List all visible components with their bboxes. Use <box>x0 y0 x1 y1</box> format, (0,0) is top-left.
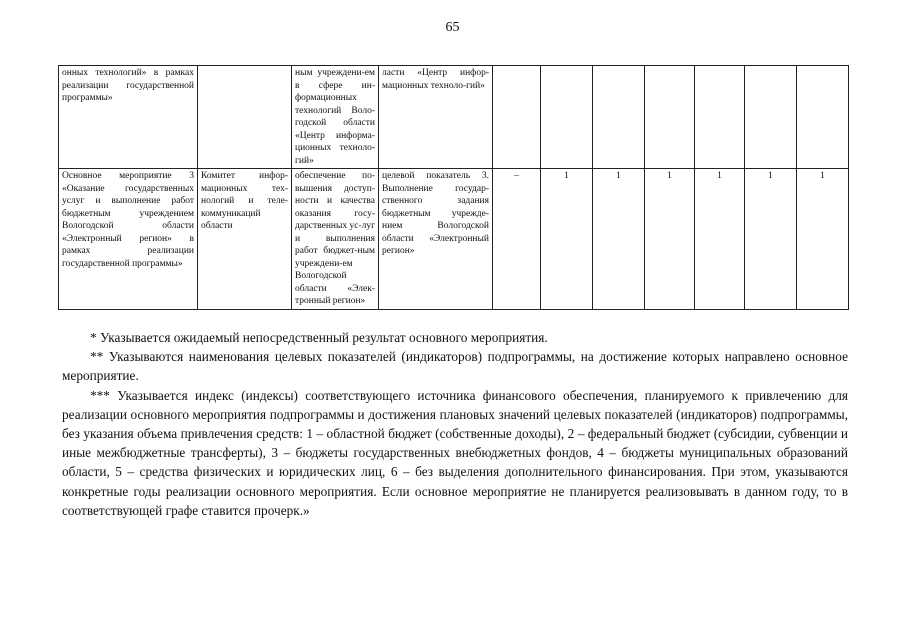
target-indicator-cell: целевой показатель 3. Выполнение государ-ственного задания бюджетным учрежде-нием Вологодской области «Электронный регион» <box>379 169 493 310</box>
footnotes <box>62 328 848 520</box>
value-cell: 1 <box>797 169 849 310</box>
value-cell: 1 <box>695 169 745 310</box>
value-cell: 1 <box>745 169 797 310</box>
value-cell: – <box>493 169 541 310</box>
footnote-1: * Указывается ожидаемый непосредственный результат основного мероприятия. <box>90 330 548 345</box>
value-cell: 1 <box>593 169 645 310</box>
value-cell <box>797 66 849 169</box>
value-cell <box>645 66 695 169</box>
expected-result-cell: ным учреждени-ем в сфере ин-формационных технологий Воло-годской области «Центр информа-ционных техноло-гий» <box>292 66 379 169</box>
value-cell <box>745 66 797 169</box>
footnote-3: *** Указывается индекс (индексы) соответствующего источника финансового обеспечения, планируемого к привлечению для реализации основного мероприятия подпрограммы и достижения плановых значений целевых показателей (индикаторов) подпрограммы, без указания объема привлечения средств: 1 – областной бюджет (собственные доходы), 2 – федеральный бюджет (субсидии, субвенции и иные межбюджетные трансферты), 3 – бюджеты государственных внебюджетных фондов, 4 – бюджеты муниципальных образований области, 5 – средства физических и юридических лиц, 6 – без выделения дополнительного финансирования. При этом, указываются конкретные годы реализации основного мероприятия. Если основное мероприятие не планируется реализовывать в данном году, то в соответствующей графе ставится прочерк.» <box>62 387 848 518</box>
table-row <box>59 66 849 169</box>
expected-result-cell: обеспечение по-вышения доступ-ности и качества оказания госу-дарственных ус-луг и выполнения работ бюджет-ным учреждени-ем Вологодской области «Элек-тронный регион» <box>292 169 379 310</box>
value-cell: 1 <box>541 169 593 310</box>
measure-name-cell: Основное мероприятие 3 «Оказание государственных услуг и выполнение работ бюджетным учреждением Вологодской области «Электронный регион» в рамках реализации государственной программы» <box>59 169 198 310</box>
measure-name-cell: онных технологий» в рамках реализации государственной программы» <box>59 66 198 169</box>
value-cell <box>493 66 541 169</box>
value-cell <box>695 66 745 169</box>
footnote-2: ** Указываются наименования целевых показателей (индикаторов) подпрограммы, на достижение которых направлено основное мероприятие. <box>62 349 848 384</box>
target-indicator-cell: ласти «Центр инфор-мационных техноло-гий» <box>379 66 493 169</box>
page-number: 65 <box>445 20 460 35</box>
value-cell: 1 <box>645 169 695 310</box>
value-cell <box>541 66 593 169</box>
measures-table <box>58 65 849 310</box>
table-row <box>59 169 849 310</box>
responsible-cell <box>198 66 292 169</box>
responsible-cell: Комитет инфор-мационных тех-нологий и теле-коммуникаций области <box>198 169 292 310</box>
value-cell <box>593 66 645 169</box>
